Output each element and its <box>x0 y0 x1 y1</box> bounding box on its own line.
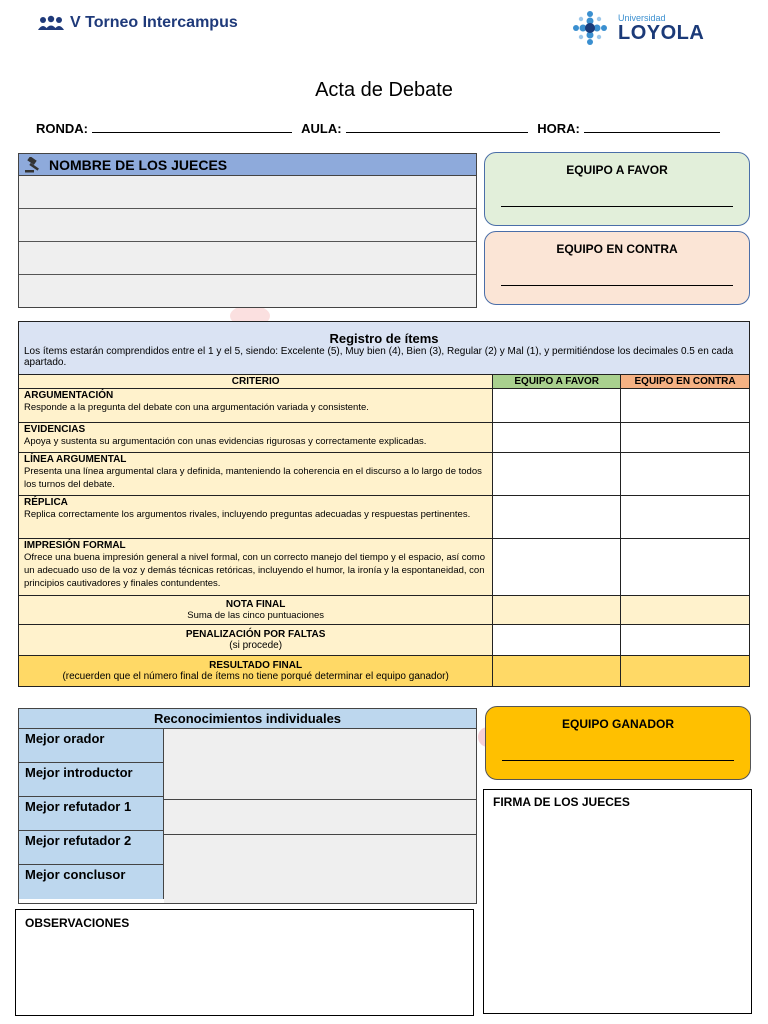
team-favor-box[interactable] <box>484 152 750 226</box>
aula-field[interactable] <box>346 121 528 133</box>
team-contra-line <box>501 285 733 286</box>
score-favor-cell[interactable] <box>493 453 621 496</box>
ganador-line <box>502 760 734 761</box>
observaciones-label: OBSERVACIONES <box>25 916 130 930</box>
team-favor-line <box>501 206 733 207</box>
recon-label: Mejor refutador 2 <box>19 831 164 865</box>
penalizacion-row <box>19 625 750 656</box>
ganador-label: EQUIPO GANADOR <box>561 717 674 731</box>
team-contra-label: EQUIPO EN CONTRA <box>556 242 678 256</box>
penalizacion-cell: PENALIZACIÓN POR FALTAS (si procede) <box>19 625 493 656</box>
col-favor: EQUIPO A FAVOR <box>493 375 621 389</box>
penalizacion-contra-cell[interactable] <box>621 625 750 656</box>
aula-label: AULA: <box>301 121 342 136</box>
hora-label: HORA: <box>537 121 580 136</box>
firma-box[interactable] <box>483 789 752 1014</box>
criterion-cell: EVIDENCIAS Apoya y sustenta su argumentación con unas evidencias rigurosas y correctamente explicadas. <box>19 423 493 453</box>
gavel-icon <box>25 157 43 173</box>
judge-name-field[interactable] <box>19 209 476 242</box>
score-contra-cell[interactable] <box>621 389 750 423</box>
tournament-logo <box>38 14 238 32</box>
recon-label: Mejor orador <box>19 729 164 763</box>
university-name: LOYOLA <box>618 21 705 44</box>
ronda-field[interactable] <box>92 121 292 133</box>
table-row <box>19 496 750 539</box>
score-contra-cell[interactable] <box>621 453 750 496</box>
score-favor-cell[interactable] <box>493 389 621 423</box>
people-icon <box>38 15 64 31</box>
nota-contra-cell[interactable] <box>621 596 750 625</box>
ronda-label: RONDA: <box>36 121 88 136</box>
page-title: Acta de Debate <box>315 79 453 101</box>
col-contra: EQUIPO EN CONTRA <box>621 375 750 389</box>
judges-header <box>19 154 476 176</box>
nota-favor-cell[interactable] <box>493 596 621 625</box>
nota-final-row <box>19 596 750 625</box>
table-row <box>19 453 750 496</box>
recon-box <box>18 708 477 904</box>
team-favor-label: EQUIPO A FAVOR <box>566 163 668 177</box>
tournament-name: V Torneo Intercampus <box>70 14 238 31</box>
penalizacion-favor-cell[interactable] <box>493 625 621 656</box>
score-contra-cell[interactable] <box>621 539 750 596</box>
criterion-cell: LÍNEA ARGUMENTAL Presenta una línea argumental clara y definida, manteniendo la coherencia en el discurso a lo largo de todos los turnos del debate. <box>19 453 493 496</box>
criterion-cell: IMPRESIÓN FORMAL Ofrece una buena impresión general a nivel formal, con un correcto manejo del tiempo y el espacio, así como un adecuado uso de la voz y demás técnicas retóricas, incluyendo el humor, la ironía y la espontaneidad, con principios cautivadores y finales contundentes. <box>19 539 493 596</box>
judges-title: NOMBRE DE LOS JUECES <box>49 156 228 173</box>
resultado-contra-cell[interactable] <box>621 656 750 687</box>
hora-field[interactable] <box>584 121 720 133</box>
col-criterio: CRITERIO <box>19 375 493 389</box>
recon-value-field[interactable] <box>164 729 476 800</box>
judge-name-field[interactable] <box>19 275 476 307</box>
firma-label: FIRMA DE LOS JUECES <box>493 795 630 809</box>
recon-label: Mejor introductor <box>19 763 164 797</box>
recon-label: Mejor refutador 1 <box>19 797 164 831</box>
score-contra-cell[interactable] <box>621 423 750 453</box>
registro-header <box>19 322 750 375</box>
ganador-box[interactable] <box>485 706 751 780</box>
judge-name-field[interactable] <box>19 242 476 275</box>
score-favor-cell[interactable] <box>493 423 621 453</box>
team-contra-box[interactable] <box>484 231 750 305</box>
table-row <box>19 423 750 453</box>
university-logo <box>570 8 704 48</box>
recon-value-field[interactable] <box>164 835 476 903</box>
nota-final-cell: NOTA FINAL Suma de las cinco puntuaciones <box>19 596 493 625</box>
criterion-cell: ARGUMENTACIÓN Responde a la pregunta del debate con una argumentación variada y consistente. <box>19 389 493 423</box>
judges-box <box>18 153 477 308</box>
resultado-cell: RESULTADO FINAL (recuerden que el número final de ítems no tiene porqué determinar el equipo ganador) <box>19 656 493 687</box>
resultado-favor-cell[interactable] <box>493 656 621 687</box>
registro-note: Los ítems estarán comprendidos entre el 1 y el 5, siendo: Excelente (5), Muy bien (4), Bien (3), Regular (2) y Mal (1), y permitiéndose los decimales 0.5 en cada apartado. <box>24 345 734 368</box>
score-favor-cell[interactable] <box>493 539 621 596</box>
loyola-cross-icon <box>570 8 610 48</box>
score-contra-cell[interactable] <box>621 496 750 539</box>
meta-row <box>36 121 726 136</box>
score-favor-cell[interactable] <box>493 496 621 539</box>
items-table <box>18 321 750 687</box>
criterion-cell: RÉPLICA Replica correctamente los argumentos rivales, incluyendo preguntas adecuadas y respuestas pertinentes. <box>19 496 493 539</box>
table-row <box>19 539 750 596</box>
recon-title: Reconocimientos individuales <box>19 709 476 729</box>
university-label: Universidad <box>618 12 666 23</box>
table-row <box>19 389 750 423</box>
registro-title: Registro de ítems <box>329 330 439 346</box>
observaciones-box[interactable] <box>15 909 474 1016</box>
resultado-row <box>19 656 750 687</box>
recon-label: Mejor conclusor <box>19 865 164 899</box>
recon-value-field[interactable] <box>164 800 476 835</box>
judge-name-field[interactable] <box>19 176 476 209</box>
